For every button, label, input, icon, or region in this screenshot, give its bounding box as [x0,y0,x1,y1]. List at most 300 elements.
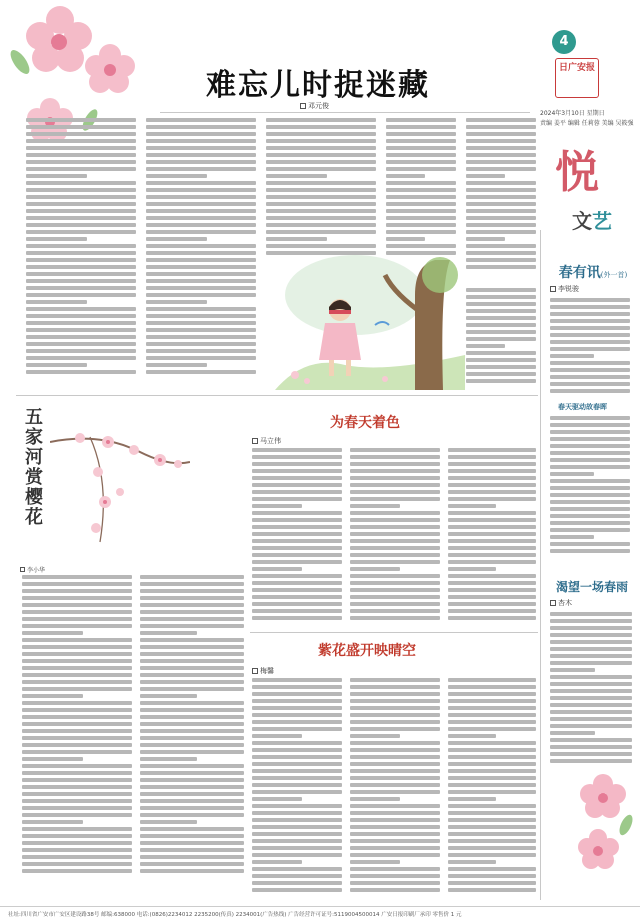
text-line [22,701,132,705]
byline-box-icon [300,103,306,109]
text-line [550,724,632,728]
main-article-column-2 [146,118,256,383]
text-line [448,881,536,885]
text-line [140,764,244,768]
text-line [26,209,136,213]
text-line [550,458,630,462]
text-line [448,783,536,787]
text-line [22,820,83,824]
text-line [448,804,536,808]
text-line [266,146,376,150]
longing-rain-byline: 杏木 [550,598,572,608]
text-line [550,717,632,721]
text-line [266,209,376,213]
text-line [448,692,536,696]
text-line [252,846,342,850]
text-line [350,839,440,843]
text-line [252,769,342,773]
text-line [386,223,456,227]
text-line [550,444,630,448]
text-line [466,195,536,199]
blossom-branch-illustration [50,402,190,552]
text-line [22,869,132,873]
text-line [350,818,440,822]
text-line [386,230,456,234]
text-line [550,521,630,525]
text-line [140,813,244,817]
text-line [466,216,536,220]
text-line [146,181,256,185]
text-line [252,455,342,459]
text-line [350,797,400,801]
text-line [140,799,244,803]
text-line [386,181,456,185]
text-line [448,560,536,564]
longing-rain-body [550,612,632,772]
text-line [448,469,536,473]
text-line [386,209,456,213]
text-line [140,659,244,663]
text-line [350,497,440,501]
text-line [252,727,342,731]
text-line [550,465,630,469]
text-line [350,762,440,766]
text-line [22,736,132,740]
text-line [22,813,132,817]
text-line [140,855,244,859]
text-line [550,500,630,504]
text-line [350,692,440,696]
text-line [140,736,244,740]
text-line [22,708,132,712]
text-line [550,682,632,686]
text-line [550,759,632,763]
text-line [350,720,440,724]
text-line [22,715,132,719]
text-line [22,806,132,810]
text-line [22,694,83,698]
text-line [140,666,244,670]
text-line [266,230,376,234]
section-label-b: 艺 [592,209,612,233]
text-line [22,596,132,600]
text-line [550,368,630,372]
text-line [22,617,132,621]
text-line [266,167,376,171]
text-line [252,497,342,501]
text-line [350,455,440,459]
text-line [550,493,630,497]
text-line [26,139,136,143]
text-line [146,160,256,164]
vertical-poem-title: 五家河赏樱花 [25,407,43,528]
text-line [252,609,342,613]
text-line [22,834,132,838]
text-line [266,237,327,241]
text-line [140,743,244,747]
staff-credits: 责编 姜平 编辑 任莉蓉 美编 吴筱强 [540,120,634,127]
text-line [350,881,440,885]
text-line [22,729,132,733]
text-line [26,160,136,164]
text-line [146,321,256,325]
text-line [448,769,536,773]
text-line [22,680,132,684]
text-line [146,209,256,213]
text-line [252,553,342,557]
text-line [350,609,440,613]
text-line [22,848,132,852]
spring-color-column-1 [252,448,342,626]
text-line [448,518,536,522]
text-line [140,582,244,586]
text-line [350,581,440,585]
text-line [350,825,440,829]
text-line [146,237,207,241]
text-line [550,675,632,679]
purple-flowers-title: 紫花盛开映晴空 [318,643,416,659]
text-line [550,333,630,337]
text-line [350,832,440,836]
text-line [466,365,536,369]
text-line [550,451,630,455]
text-line [252,525,342,529]
text-line [252,588,342,592]
text-line [448,734,496,738]
text-line [22,855,132,859]
text-line [140,631,197,635]
spring-color-column-3 [448,448,536,626]
text-line [466,330,536,334]
text-line [466,160,536,164]
text-line [448,483,536,487]
text-line [466,209,536,213]
text-line [22,673,132,677]
text-line [252,504,302,508]
text-line [466,181,536,185]
text-line [550,312,630,316]
byline-box-icon [252,668,258,674]
text-line [466,251,536,255]
text-line [466,202,536,206]
text-line [466,132,536,136]
text-line [550,703,632,707]
text-line [252,804,342,808]
text-line [448,581,536,585]
text-line [350,867,440,871]
text-line [466,288,536,292]
text-line [140,848,244,852]
text-line [146,272,256,276]
text-line [252,720,342,724]
text-line [146,265,256,269]
text-line [466,351,536,355]
text-line [448,874,536,878]
text-line [550,361,630,365]
text-line [350,462,440,466]
text-line [26,272,136,276]
text-line [140,603,244,607]
text-line [448,867,536,871]
text-line [252,469,342,473]
text-line [26,293,136,297]
text-line [22,785,132,789]
text-line [140,722,244,726]
main-article-column-4 [386,118,456,263]
text-line [252,706,342,710]
text-line [448,741,536,745]
text-line [140,834,244,838]
text-line [140,652,244,656]
text-line [22,771,132,775]
text-line [146,118,256,122]
text-line [448,720,536,724]
text-line [448,490,536,494]
text-line [448,616,536,620]
text-line [22,743,132,747]
text-line [386,202,456,206]
byline-box-icon [550,600,556,606]
text-line [146,314,256,318]
text-line [350,741,440,745]
text-line [140,827,244,831]
spring-poem-body [550,298,630,398]
text-line [266,132,376,136]
text-line [252,678,342,682]
text-line [252,616,342,620]
text-line [550,340,630,344]
text-line [350,776,440,780]
text-line [550,528,630,532]
text-line [146,195,256,199]
text-line [146,230,256,234]
text-line [252,581,342,585]
text-line [550,319,630,323]
text-line [550,486,630,490]
text-line [386,195,456,199]
text-line [350,860,400,864]
text-line [448,462,536,466]
purple-flowers-column-2 [350,678,440,900]
text-line [26,132,136,136]
text-line [146,286,256,290]
purple-section-divider [250,632,538,633]
cherry-blossom-decoration-bottom-right [568,770,638,880]
text-line [26,244,136,248]
text-line [448,685,536,689]
text-line [350,546,440,550]
text-line [550,416,630,420]
text-line [140,589,244,593]
text-line [140,750,244,754]
text-line [350,560,440,564]
text-line [350,448,440,452]
text-line [448,748,536,752]
text-line [350,553,440,557]
text-line [350,539,440,543]
text-line [22,631,83,635]
text-line [550,514,630,518]
text-line [22,603,132,607]
text-line [140,869,244,873]
vertical-poem-body-2 [140,575,244,880]
text-line [146,216,256,220]
text-line [448,511,536,515]
text-line [252,692,342,696]
text-line [448,504,496,508]
text-line [140,841,244,845]
text-line [252,839,342,843]
text-line [350,469,440,473]
text-line [140,778,244,782]
text-line [252,881,342,885]
text-line [386,139,456,143]
text-line [448,797,496,801]
text-line [466,372,536,376]
text-line [550,437,630,441]
longing-rain-title: 渴望一场春雨 [555,580,628,594]
text-line [448,832,536,836]
text-line [146,349,256,353]
issue-date: 2024年3月10日 星期日 [540,110,605,117]
text-line [466,125,536,129]
text-line [26,356,136,360]
text-line [140,806,244,810]
text-line [140,645,244,649]
section-label [572,205,612,234]
text-line [266,223,376,227]
text-line [448,678,536,682]
text-line [466,265,536,269]
text-line [26,314,136,318]
text-line [350,713,440,717]
text-line [550,626,632,630]
text-line [466,153,536,157]
text-line [140,624,244,628]
main-byline: 邓元俊 [300,101,329,111]
text-line [140,575,244,579]
text-line [350,511,440,515]
text-line [350,888,440,892]
text-line [252,762,342,766]
text-line [466,295,536,299]
text-line [22,778,132,782]
text-line [386,125,456,129]
main-article-column-5 [466,118,536,278]
text-line [550,354,594,358]
text-line [140,771,244,775]
text-line [448,790,536,794]
text-line [550,619,632,623]
text-line [466,344,505,348]
section-label-a: 文 [572,209,592,233]
text-line [140,715,244,719]
text-line [252,874,342,878]
text-line [448,546,536,550]
text-line [448,455,536,459]
text-line [550,535,594,539]
spring-poem-body-2 [550,416,630,556]
text-line [350,567,400,571]
text-line [140,694,197,698]
text-line [146,202,256,206]
text-line [350,595,440,599]
text-line [266,139,376,143]
text-line [386,244,456,248]
text-line [146,244,256,248]
text-line [140,792,244,796]
text-line [448,755,536,759]
text-line [266,188,376,192]
text-line [140,596,244,600]
text-line [466,139,536,143]
main-article-column-1 [26,118,136,383]
text-line [350,755,440,759]
text-line [252,713,342,717]
text-line [350,811,440,815]
text-line [252,888,342,892]
byline-box-icon [252,438,258,444]
text-line [448,588,536,592]
text-line [252,867,342,871]
byline-box-icon [550,286,556,292]
text-line [252,699,342,703]
text-line [448,825,536,829]
text-line [448,553,536,557]
spring-color-byline: 马立伟 [252,436,281,446]
text-line [350,504,400,508]
text-line [22,757,83,761]
text-line [22,750,132,754]
text-line [140,617,244,621]
text-line [350,616,440,620]
text-line [466,223,536,227]
text-line [266,244,376,248]
text-line [140,785,244,789]
text-line [22,827,132,831]
text-line [22,687,132,691]
text-line [350,574,440,578]
text-line [252,685,342,689]
text-line [146,251,256,255]
text-line [448,448,536,452]
text-line [266,181,376,185]
text-line [252,511,342,515]
text-line [252,539,342,543]
text-line [146,356,256,360]
text-line [448,525,536,529]
text-line [146,125,256,129]
purple-flowers-byline: 梅馨 [252,666,274,676]
purple-flowers-column-3 [448,678,536,900]
text-line [22,764,132,768]
text-line [550,647,632,651]
text-line [550,731,595,735]
text-line [26,188,136,192]
text-line [252,860,302,864]
text-line [146,279,256,283]
text-line [550,738,632,742]
masthead-logo: 日广安报 [555,58,599,98]
spring-color-column-2 [350,448,440,626]
text-line [146,139,256,143]
text-line [146,293,256,297]
text-line [448,811,536,815]
text-line [26,342,136,346]
text-line [550,640,632,644]
text-line [252,853,342,857]
text-line [386,167,456,171]
